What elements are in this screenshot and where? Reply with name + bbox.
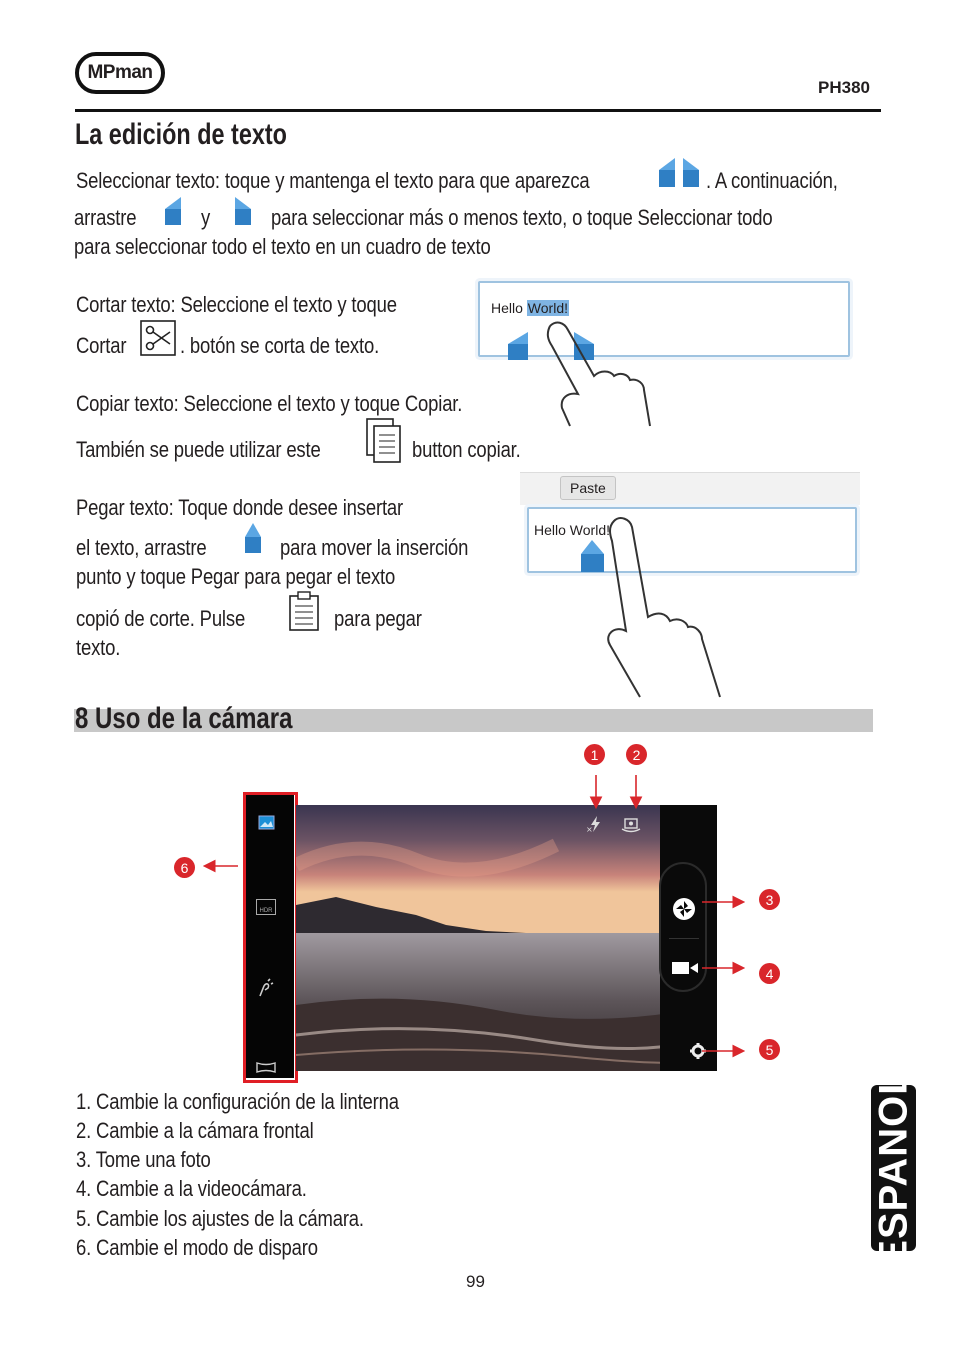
section-title-text-editing: La edición de texto (75, 118, 287, 151)
callout-4: 4 (759, 963, 780, 984)
language-tab (871, 1069, 916, 1267)
callout-2: 2 (626, 744, 647, 765)
mpman-logo: MPman (75, 52, 165, 94)
para-select-2: . A continuación, (706, 168, 838, 193)
paste-text-3: para mover la inserción (280, 535, 469, 560)
list-item: 4. Cambie a la videocámara. (76, 1176, 307, 1201)
clipboard-icon (288, 590, 322, 634)
list-item: 3. Tome una foto (76, 1147, 211, 1172)
para-select-more: para seleccionar más o menos texto, o toque Seleccionar todo (271, 205, 773, 230)
callout-3: 3 (759, 889, 780, 910)
copy-text-3: button copiar. (412, 437, 521, 462)
select-handles-icon (657, 158, 703, 190)
demo-word-hello: Hello (491, 300, 523, 316)
para-drag-label: arrastre (74, 205, 137, 230)
right-handle-icon (233, 197, 253, 227)
hand-pointer-icon-2 (600, 515, 730, 700)
paste-text-5: copió de corte. Pulse (76, 606, 246, 631)
callout-5: 5 (759, 1039, 780, 1060)
callout-6: 6 (174, 857, 195, 878)
cut-text-2: Cortar (76, 333, 127, 358)
model-label: PH380 (818, 78, 870, 97)
scissors-icon (140, 320, 178, 358)
list-item: 5. Cambie los ajustes de la cámara. (76, 1206, 364, 1231)
paste-text-7: texto. (76, 635, 121, 660)
hand-pointer-icon (540, 318, 670, 428)
demo-text (491, 300, 569, 316)
language-tab-label: ESPANOL (871, 1069, 915, 1267)
para-select-all: para seleccionar todo el texto en un cuadro de texto (74, 234, 491, 259)
section-title-camera: 8 Uso de la cámara (75, 702, 293, 735)
demo-paste-text: Hello World! (534, 522, 610, 538)
insert-handle-icon (243, 523, 265, 555)
para-select-1: Seleccionar texto: toque y mantenga el texto para que aparezca (76, 168, 590, 193)
demo-word-selected: World! (527, 300, 568, 316)
header-rule (75, 109, 881, 112)
left-handle-icon (163, 197, 183, 227)
paste-text-2: el texto, arrastre (76, 535, 207, 560)
callout-arrows (170, 770, 790, 1060)
list-item: 1. Cambie la configuración de la linterna (76, 1089, 399, 1114)
copy-icon (365, 417, 403, 465)
copy-text-1: Copiar texto: Seleccione el texto y toque Copiar. (76, 391, 463, 416)
page-number: 99 (466, 1272, 485, 1291)
svg-text:×: × (586, 825, 593, 833)
cut-text-3: . botón se corta de texto. (180, 333, 380, 358)
callout-1: 1 (584, 744, 605, 765)
paste-button[interactable]: Paste (560, 476, 616, 500)
paste-text-1: Pegar texto: Toque donde desee insertar (76, 495, 404, 520)
para-and: y (201, 205, 211, 230)
cut-text-1: Cortar texto: Seleccione el texto y toque (76, 292, 397, 317)
hdr-label: HDR (259, 908, 273, 914)
copy-text-2: También se puede utilizar este (76, 437, 321, 462)
paste-text-6: para pegar (334, 606, 422, 631)
list-item: 6. Cambie el modo de disparo (76, 1235, 318, 1260)
list-item: 2. Cambie a la cámara frontal (76, 1118, 314, 1143)
paste-text-4: punto y toque Pegar para pegar el texto (76, 564, 396, 589)
